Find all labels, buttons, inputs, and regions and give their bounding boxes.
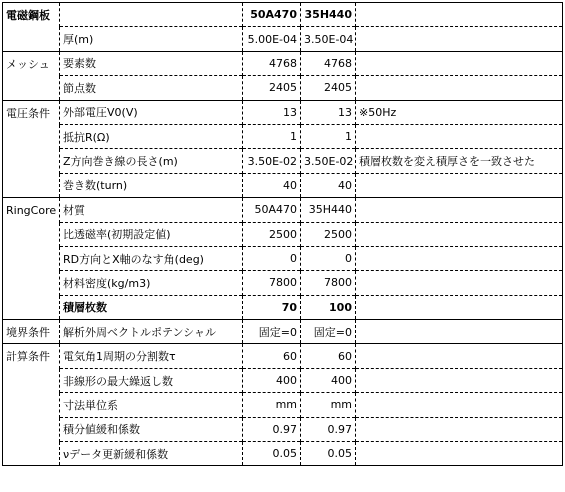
value-50a470-cell[interactable]: 50A470 <box>243 3 301 27</box>
parameter-name-cell[interactable]: 抵抗R(Ω) <box>60 124 243 148</box>
table-row <box>3 417 563 441</box>
value-35h440-cell[interactable]: 7800 <box>301 271 356 295</box>
note-cell[interactable]: ※50Hz <box>356 100 563 124</box>
table-row <box>3 344 563 368</box>
section-label-cell[interactable]: 計算条件 <box>3 344 60 368</box>
value-35h440-cell[interactable]: 2500 <box>301 222 356 246</box>
parameter-name-cell[interactable]: 寸法単位系 <box>60 393 243 417</box>
table-row <box>3 393 563 417</box>
parameter-name-cell[interactable]: 比透磁率(初期設定値) <box>60 222 243 246</box>
parameter-name-cell[interactable]: νデータ更新緩和係数 <box>60 442 243 466</box>
note-cell[interactable] <box>356 198 563 222</box>
section-label-cell[interactable] <box>3 442 60 466</box>
note-cell[interactable] <box>356 124 563 148</box>
value-50a470-cell[interactable]: 40 <box>243 173 301 197</box>
parameter-table-body <box>3 3 563 466</box>
table-row <box>3 246 563 270</box>
parameter-name-cell[interactable]: RD方向とX軸のなす角(deg) <box>60 246 243 270</box>
value-35h440-cell[interactable]: 0 <box>301 246 356 270</box>
table-row <box>3 100 563 124</box>
value-50a470-cell[interactable]: 13 <box>243 100 301 124</box>
value-35h440-cell[interactable]: 40 <box>301 173 356 197</box>
section-label-cell[interactable] <box>3 368 60 392</box>
note-cell[interactable] <box>356 173 563 197</box>
parameter-name-cell[interactable] <box>60 3 243 27</box>
parameter-name-cell[interactable]: 積分値緩和係数 <box>60 417 243 441</box>
table-row <box>3 149 563 173</box>
section-label-cell[interactable] <box>3 27 60 51</box>
note-cell[interactable] <box>356 222 563 246</box>
section-label-cell[interactable]: 電圧条件 <box>3 100 60 124</box>
value-50a470-cell[interactable]: 70 <box>243 295 301 319</box>
value-50a470-cell[interactable]: mm <box>243 393 301 417</box>
value-50a470-cell[interactable]: 0 <box>243 246 301 270</box>
table-row <box>3 124 563 148</box>
section-label-cell[interactable]: 電磁鋼板 <box>3 3 60 27</box>
parameter-name-cell[interactable]: 非線形の最大繰返し数 <box>60 368 243 392</box>
value-35h440-cell[interactable]: 400 <box>301 368 356 392</box>
parameter-name-cell[interactable]: Z方向巻き線の長さ(m) <box>60 149 243 173</box>
section-label-cell[interactable] <box>3 173 60 197</box>
note-cell[interactable] <box>356 3 563 27</box>
parameter-name-cell[interactable]: 外部電圧V0(V) <box>60 100 243 124</box>
value-35h440-cell[interactable]: 35H440 <box>301 3 356 27</box>
value-35h440-cell[interactable]: 100 <box>301 295 356 319</box>
note-cell[interactable] <box>356 442 563 466</box>
section-label-cell[interactable] <box>3 124 60 148</box>
section-label-cell[interactable] <box>3 149 60 173</box>
value-50a470-cell[interactable]: 400 <box>243 368 301 392</box>
value-35h440-cell[interactable]: 13 <box>301 100 356 124</box>
section-label-cell[interactable] <box>3 76 60 100</box>
table-row <box>3 271 563 295</box>
value-50a470-cell[interactable]: 1 <box>243 124 301 148</box>
table-row <box>3 368 563 392</box>
note-cell[interactable] <box>356 417 563 441</box>
table-row <box>3 198 563 222</box>
table-row <box>3 295 563 319</box>
parameter-name-cell[interactable]: 積層枚数 <box>60 295 243 319</box>
value-50a470-cell[interactable]: 50A470 <box>243 198 301 222</box>
value-35h440-cell[interactable]: 1 <box>301 124 356 148</box>
value-50a470-cell[interactable]: 5.00E-04 <box>243 27 301 51</box>
parameter-name-cell[interactable]: 節点数 <box>60 76 243 100</box>
note-cell[interactable] <box>356 295 563 319</box>
value-50a470-cell[interactable]: 固定=0 <box>243 320 301 344</box>
parameter-name-cell[interactable]: 巻き数(turn) <box>60 173 243 197</box>
table-row <box>3 51 563 75</box>
table-row <box>3 320 563 344</box>
parameter-name-cell[interactable]: 厚(m) <box>60 27 243 51</box>
note-cell[interactable] <box>356 51 563 75</box>
spreadsheet <box>2 2 562 466</box>
note-cell[interactable]: 積層枚数を変え積厚さを一致させた <box>356 149 563 173</box>
section-label-cell[interactable] <box>3 246 60 270</box>
value-35h440-cell[interactable]: 3.50E-04 <box>301 27 356 51</box>
parameter-table <box>2 2 563 466</box>
table-row <box>3 27 563 51</box>
parameter-name-cell[interactable]: 解析外周ベクトルポテンシャル <box>60 320 243 344</box>
section-label-cell[interactable]: メッシュ <box>3 51 60 75</box>
parameter-name-cell[interactable]: 要素数 <box>60 51 243 75</box>
section-label-cell[interactable] <box>3 295 60 319</box>
section-label-cell[interactable] <box>3 222 60 246</box>
section-label-cell[interactable] <box>3 393 60 417</box>
table-row <box>3 3 563 27</box>
value-35h440-cell[interactable]: mm <box>301 393 356 417</box>
value-50a470-cell[interactable]: 2405 <box>243 76 301 100</box>
value-35h440-cell[interactable]: 3.50E-02 <box>301 149 356 173</box>
parameter-name-cell[interactable]: 電気角1周期の分割数τ <box>60 344 243 368</box>
note-cell[interactable] <box>356 393 563 417</box>
table-row <box>3 76 563 100</box>
value-50a470-cell[interactable]: 0.97 <box>243 417 301 441</box>
value-35h440-cell[interactable]: 0.97 <box>301 417 356 441</box>
note-cell[interactable] <box>356 368 563 392</box>
value-35h440-cell[interactable]: 35H440 <box>301 198 356 222</box>
parameter-name-cell[interactable]: 材質 <box>60 198 243 222</box>
section-label-cell[interactable] <box>3 417 60 441</box>
note-cell[interactable] <box>356 76 563 100</box>
value-50a470-cell[interactable]: 2500 <box>243 222 301 246</box>
note-cell[interactable] <box>356 27 563 51</box>
parameter-name-cell[interactable]: 材料密度(kg/m3) <box>60 271 243 295</box>
note-cell[interactable] <box>356 246 563 270</box>
note-cell[interactable] <box>356 271 563 295</box>
section-label-cell[interactable]: 境界条件 <box>3 320 60 344</box>
table-row <box>3 173 563 197</box>
table-row <box>3 442 563 466</box>
value-35h440-cell[interactable]: 2405 <box>301 76 356 100</box>
value-50a470-cell[interactable]: 4768 <box>243 51 301 75</box>
section-label-cell[interactable] <box>3 271 60 295</box>
table-row <box>3 222 563 246</box>
value-35h440-cell[interactable]: 4768 <box>301 51 356 75</box>
value-50a470-cell[interactable]: 0.05 <box>243 442 301 466</box>
value-35h440-cell[interactable]: 固定=0 <box>301 320 356 344</box>
value-35h440-cell[interactable]: 0.05 <box>301 442 356 466</box>
note-cell[interactable] <box>356 320 563 344</box>
value-50a470-cell[interactable]: 3.50E-02 <box>243 149 301 173</box>
section-label-cell[interactable]: RingCore <box>3 198 60 222</box>
value-50a470-cell[interactable]: 60 <box>243 344 301 368</box>
note-cell[interactable] <box>356 344 563 368</box>
value-50a470-cell[interactable]: 7800 <box>243 271 301 295</box>
value-35h440-cell[interactable]: 60 <box>301 344 356 368</box>
